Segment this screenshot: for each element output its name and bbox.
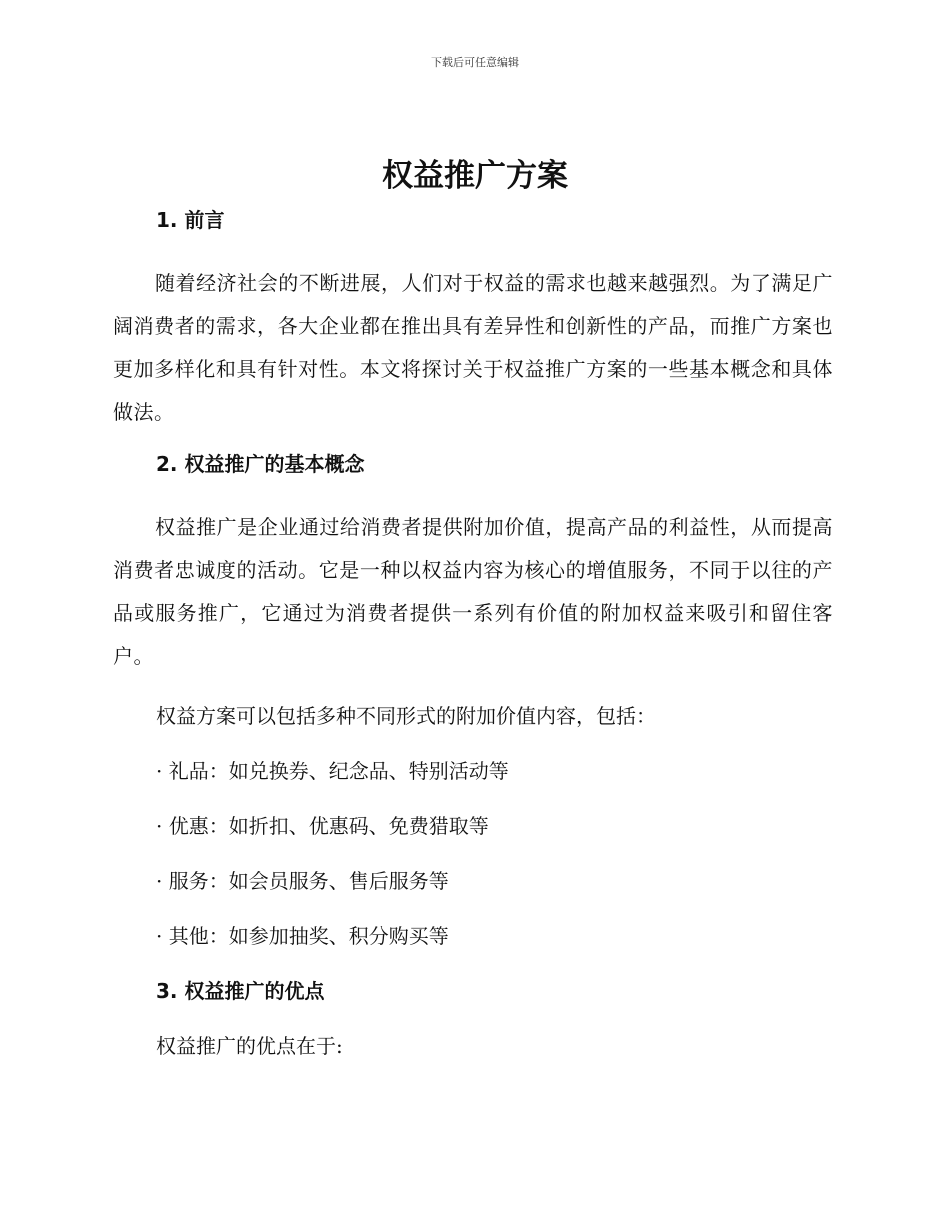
list-item-gift: · 礼品：如兑换券、纪念品、特别活动等 <box>156 759 509 783</box>
list-item-service: · 服务：如会员服务、售后服务等 <box>156 869 449 893</box>
advantages-intro: 权益推广的优点在于: <box>156 1034 343 1058</box>
section-heading-advantages: 3. 权益推广的优点 <box>156 979 325 1003</box>
document-body <box>113 203 833 1063</box>
section-heading-basic-concept: 2. 权益推广的基本概念 <box>156 452 365 476</box>
section-heading-preface: 1. 前言 <box>156 208 225 232</box>
document-title: 权益推广方案 <box>382 158 568 194</box>
list-item-discount: · 优惠：如折扣、优惠码、免费猎取等 <box>156 814 489 838</box>
preface-paragraph: 随着经济社会的不断进展，人们对于权益的需求也越来越强烈。为了满足广阔消费者的需求，各大企业都在推出具有差异性和创新性的产品，而推广方案也更加多样化和具有针对性。本文将探讨关于权益推广方案的一些基本概念和具体做法。 <box>113 271 833 424</box>
rights-scheme-intro: 权益方案可以包括多种不同形式的附加价值内容，包括： <box>156 704 656 728</box>
list-item-other: · 其他：如参加抽奖、积分购买等 <box>156 924 449 948</box>
page-header-note: 下载后可任意编辑 <box>431 56 519 69</box>
basic-concept-paragraph: 权益推广是企业通过给消费者提供附加价值，提高产品的利益性，从而提高消费者忠诚度的活动。它是一种以权益内容为核心的增值服务，不同于以往的产品或服务推广，它通过为消费者提供一系列有价值的附加权益来吸引和留住客户。 <box>113 515 833 668</box>
